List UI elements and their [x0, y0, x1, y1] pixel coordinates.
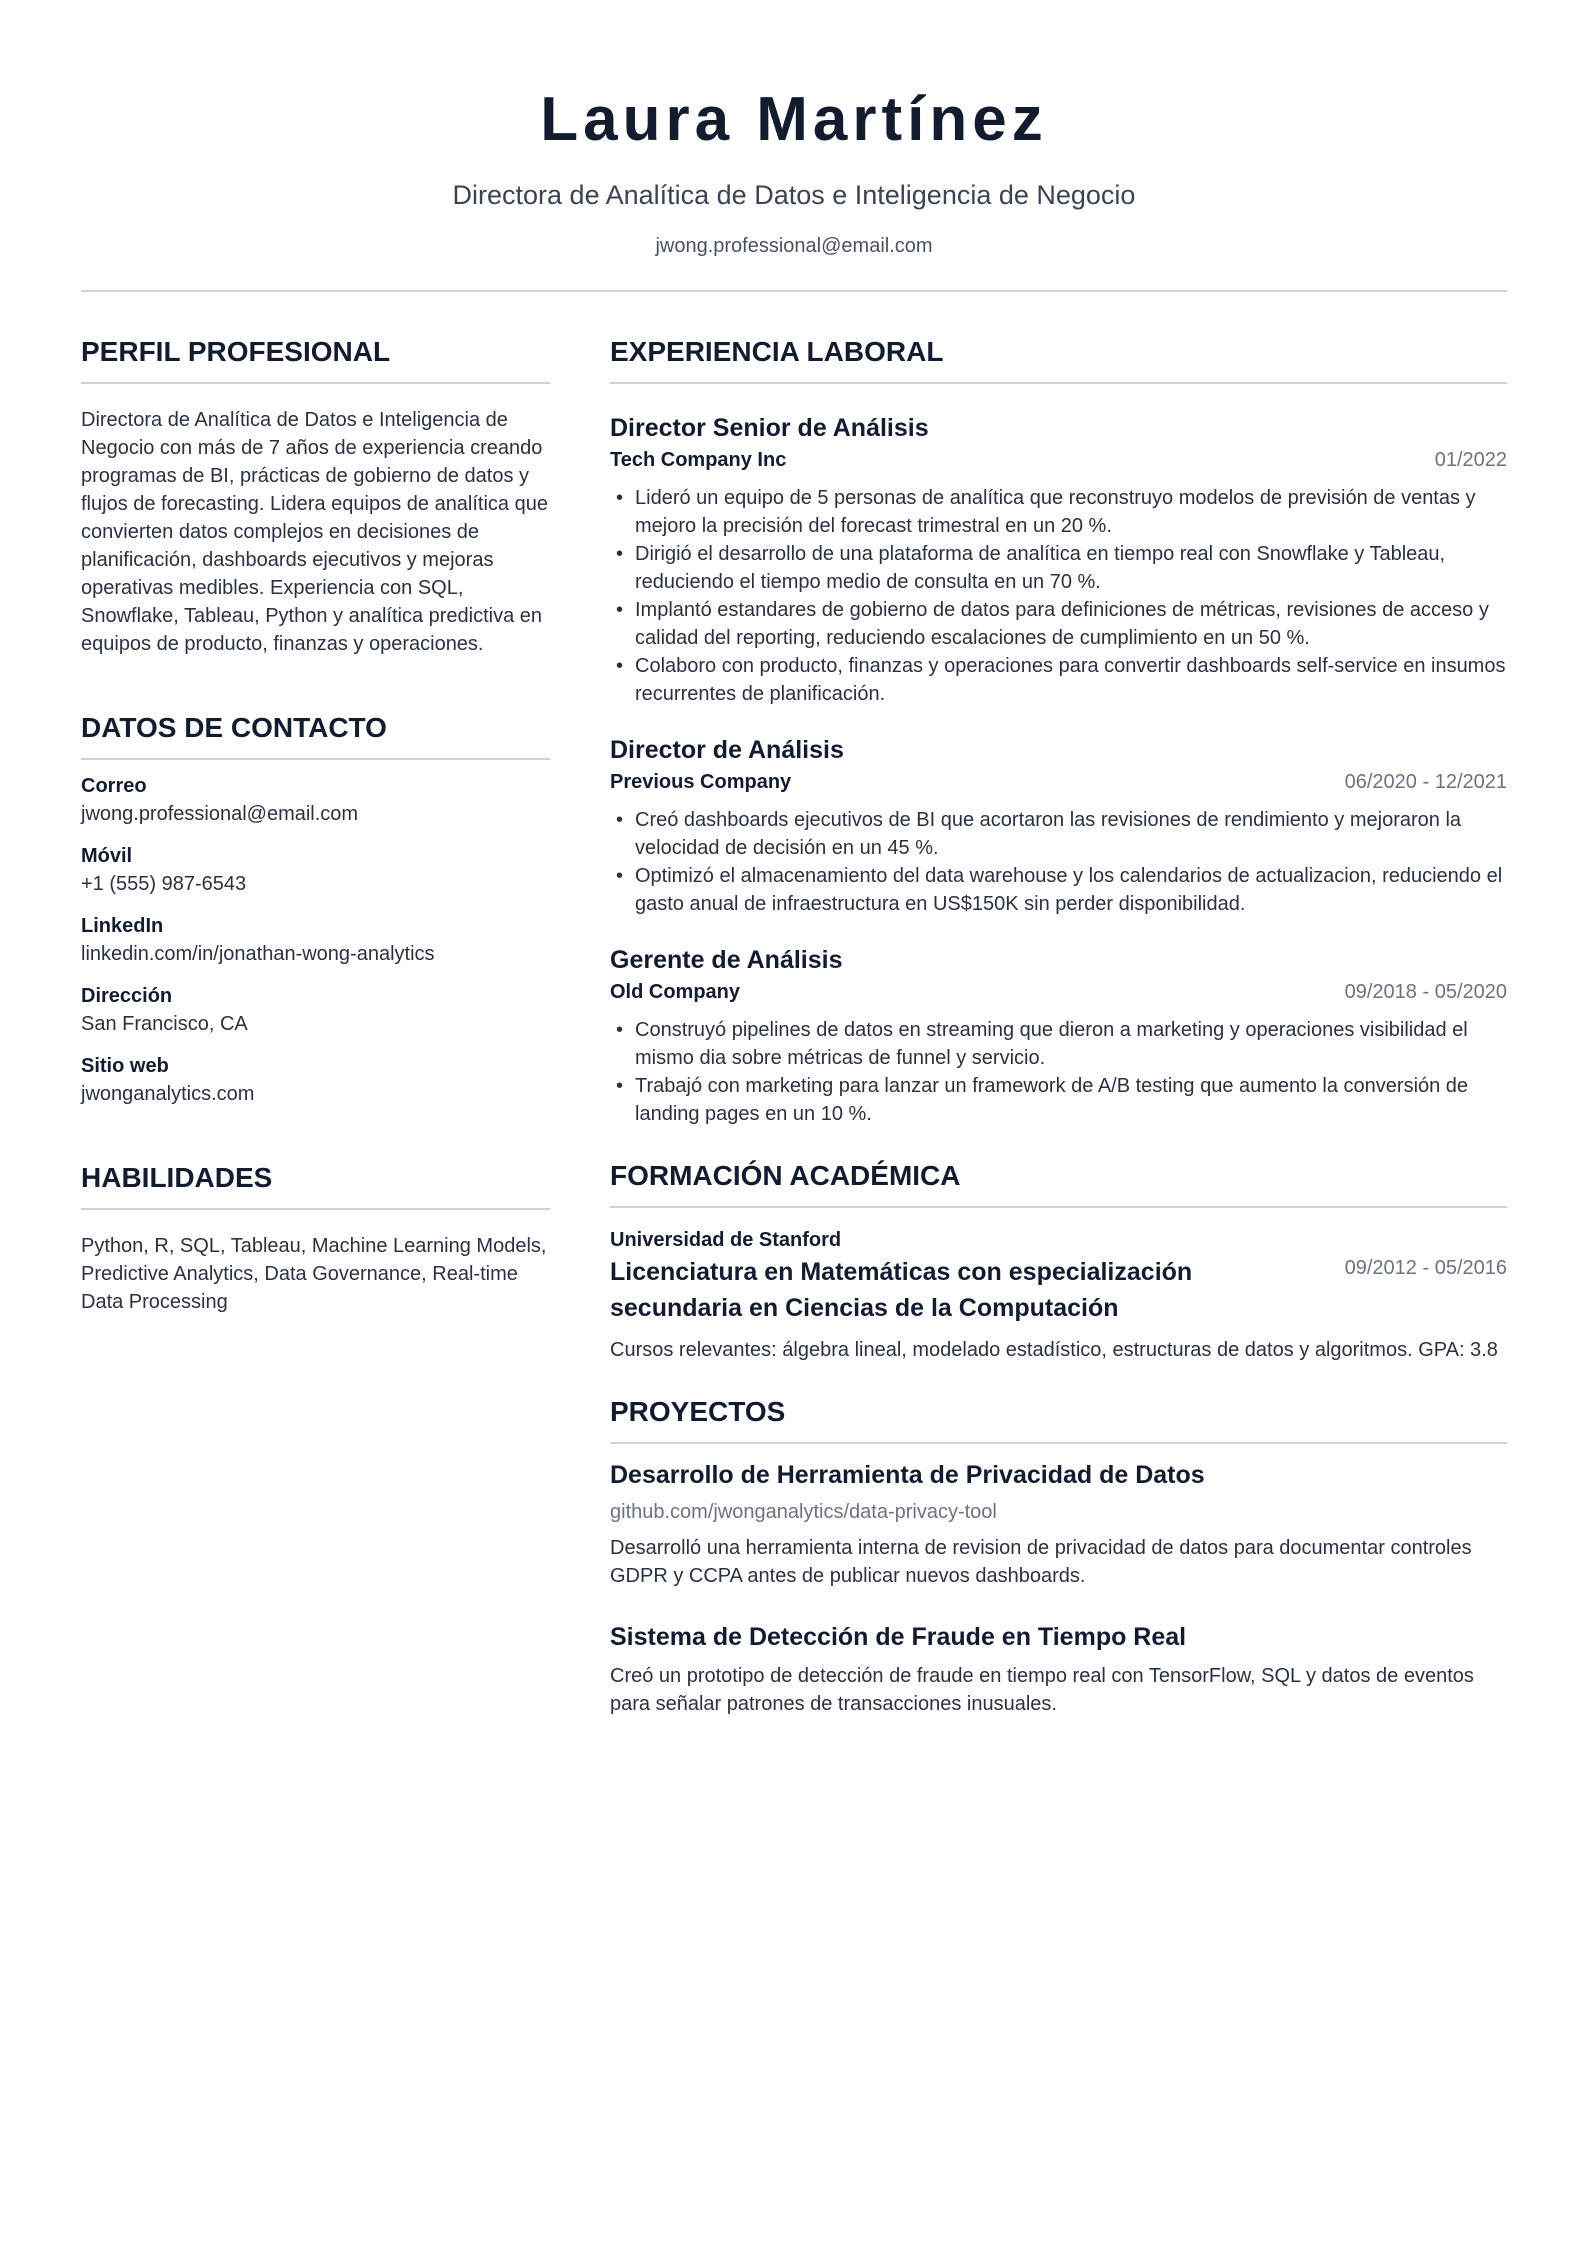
job-company: Tech Company Inc — [610, 449, 787, 471]
bullet-dot-icon: • — [616, 599, 624, 621]
skills-text: Python, R, SQL, Tableau, Machine Learning Models, Predictive Analytics, Data Governance, Real-time Data Processing — [81, 1235, 547, 1313]
projects-heading: PROYECTOS — [610, 1392, 1507, 1444]
contact-heading: DATOS DE CONTACTO — [81, 708, 550, 760]
left-column — [81, 332, 550, 1718]
profile-heading: PERFIL PROFESIONAL — [81, 332, 550, 384]
job-entry — [610, 734, 1507, 918]
job-bullets — [610, 484, 1507, 708]
education-degree: Licenciatura en Matemáticas con especialización secundaria en Ciencias de la Computación — [610, 1258, 1193, 1322]
bullet-dot-icon: • — [616, 809, 624, 831]
candidate-name: Laura Martínez — [540, 85, 1048, 154]
project-title: Sistema de Detección de Fraude en Tiempo Real — [610, 1623, 1187, 1651]
job-meta — [610, 768, 1507, 796]
bullet-dot-icon: • — [616, 487, 624, 509]
job-bullet — [610, 540, 1507, 596]
contact-item-phone — [81, 842, 550, 898]
job-company: Old Company — [610, 981, 741, 1003]
experience-heading: EXPERIENCIA LABORAL — [610, 332, 1507, 384]
bullet-dot-icon: • — [616, 865, 624, 887]
project-link[interactable]: github.com/jwonganalytics/data-privacy-tool — [610, 1501, 997, 1523]
job-bullet-text: Dirigió el desarrollo de una plataforma de analítica en tiempo real con Snowflake y Tableau, reduciendo el tiempo medio de consulta en un 70 %. — [635, 543, 1446, 593]
contact-item-linkedin — [81, 912, 550, 968]
contact-website-value: jwonganalytics.com — [81, 1083, 255, 1105]
contact-email-value: jwong.professional@email.com — [81, 803, 359, 825]
right-column — [610, 332, 1507, 1718]
contact-item-address — [81, 982, 550, 1038]
job-bullet-text: Implantó estandares de gobierno de datos para definiciones de métricas, revisiones de acceso y calidad del reporting, reduciendo escalaciones de cumplimiento en un 50 %. — [635, 599, 1489, 649]
education-date: 09/2012 - 05/2016 — [1344, 1257, 1507, 1279]
job-bullet — [610, 596, 1507, 652]
bullet-dot-icon: • — [616, 543, 624, 565]
job-bullet — [610, 1016, 1507, 1072]
job-bullets — [610, 806, 1507, 918]
project-description: Desarrolló una herramienta interna de revision de privacidad de datos para documentar controles GDPR y CCPA antes de publicar nuevos dashboards. — [610, 1537, 1472, 1587]
job-date: 09/2018 - 05/2020 — [1344, 981, 1507, 1003]
contact-label: LinkedIn — [81, 915, 164, 937]
job-bullet-text: Trabajó con marketing para lanzar un framework de A/B testing que aumento la conversión de landing pages en un 10 %. — [635, 1075, 1469, 1125]
contact-label: Dirección — [81, 985, 173, 1007]
contact-label: Correo — [81, 775, 147, 797]
header-divider — [81, 290, 1507, 292]
job-title: Director de Análisis — [610, 736, 844, 764]
job-bullet — [610, 806, 1507, 862]
job-entry — [610, 944, 1507, 1128]
job-meta — [610, 978, 1507, 1006]
contact-item-website — [81, 1052, 550, 1108]
projects-section — [610, 1392, 1507, 1718]
bullet-dot-icon: • — [616, 1075, 624, 1097]
contact-list — [81, 772, 550, 1108]
job-title: Director Senior de Análisis — [610, 414, 929, 442]
job-bullet — [610, 1072, 1507, 1128]
resume-columns — [81, 332, 1507, 1718]
job-bullet — [610, 652, 1507, 708]
profile-text: Directora de Analítica de Datos e Inteligencia de Negocio con más de 7 años de experiencia creando programas de BI, prácticas de gobierno de datos y flujos de forecasting. Lidera equipos de analítica que convierten datos complejos en decisiones de planificación, dashboards ejecutivos y mejoras operativas medibles. Experiencia con SQL, Snowflake, Tableau, Python y analítica predictiva en equipos de producto, finanzas y operaciones. — [81, 409, 548, 655]
job-bullet-text: Optimizó el almacenamiento del data warehouse y los calendarios de actualizacion, reduciendo el gasto anual de infraestructura en US$150K sin perder disponibilidad. — [635, 865, 1503, 915]
job-company: Previous Company — [610, 771, 792, 793]
experience-section — [610, 332, 1507, 1128]
job-bullet-text: Colaboro con producto, finanzas y operaciones para convertir dashboards self-service en insumos recurrentes de planificación. — [635, 655, 1506, 705]
education-row — [610, 1254, 1507, 1326]
education-section — [610, 1156, 1507, 1364]
job-bullet — [610, 862, 1507, 918]
contact-item-email — [81, 772, 550, 828]
contact-label: Móvil — [81, 845, 133, 867]
contact-label: Sitio web — [81, 1055, 169, 1077]
job-date: 06/2020 - 12/2021 — [1344, 771, 1507, 793]
job-meta — [610, 446, 1507, 474]
job-date: 01/2022 — [1434, 449, 1507, 471]
education-heading: FORMACIÓN ACADÉMICA — [610, 1156, 1507, 1208]
skills-heading: HABILIDADES — [81, 1158, 550, 1210]
bullet-dot-icon: • — [616, 1019, 624, 1041]
candidate-headline: Directora de Analítica de Datos e Inteligencia de Negocio — [452, 180, 1136, 210]
profile-section — [81, 332, 550, 658]
education-note: Cursos relevantes: álgebra lineal, modelado estadístico, estructuras de datos y algoritmos. GPA: 3.8 — [610, 1339, 1498, 1361]
resume-header — [81, 0, 1507, 260]
job-bullet — [610, 484, 1507, 540]
project-entry — [610, 1458, 1507, 1590]
contact-section — [81, 708, 550, 1108]
bullet-dot-icon: • — [616, 655, 624, 677]
job-bullet-text: Construyó pipelines de datos en streaming que dieron a marketing y operaciones visibilidad el mismo dia sobre métricas de funnel y servicio. — [635, 1019, 1468, 1069]
job-entry — [610, 412, 1507, 708]
contact-phone-value: +1 (555) 987-6543 — [81, 873, 247, 895]
project-entry — [610, 1620, 1507, 1718]
job-bullets — [610, 1016, 1507, 1128]
job-title: Gerente de Análisis — [610, 946, 843, 974]
job-bullet-text: Lideró un equipo de 5 personas de analítica que reconstruyo modelos de previsión de ventas y mejoro la precisión del forecast trimestral en un 20 %. — [635, 487, 1476, 537]
education-school: Universidad de Stanford — [610, 1229, 842, 1251]
contact-linkedin-value: linkedin.com/in/jonathan-wong-analytics — [81, 943, 435, 965]
job-bullet-text: Creó dashboards ejecutivos de BI que acortaron las revisiones de rendimiento y mejoraron la velocidad de decisión en un 45 %. — [635, 809, 1462, 859]
project-title: Desarrollo de Herramienta de Privacidad de Datos — [610, 1461, 1205, 1489]
project-description: Creó un prototipo de detección de fraude en tiempo real con TensorFlow, SQL y datos de eventos para señalar patrones de transacciones inusuales. — [610, 1665, 1474, 1715]
header-email: jwong.professional@email.com — [655, 235, 933, 257]
contact-address-value: San Francisco, CA — [81, 1013, 248, 1035]
skills-section — [81, 1158, 550, 1316]
